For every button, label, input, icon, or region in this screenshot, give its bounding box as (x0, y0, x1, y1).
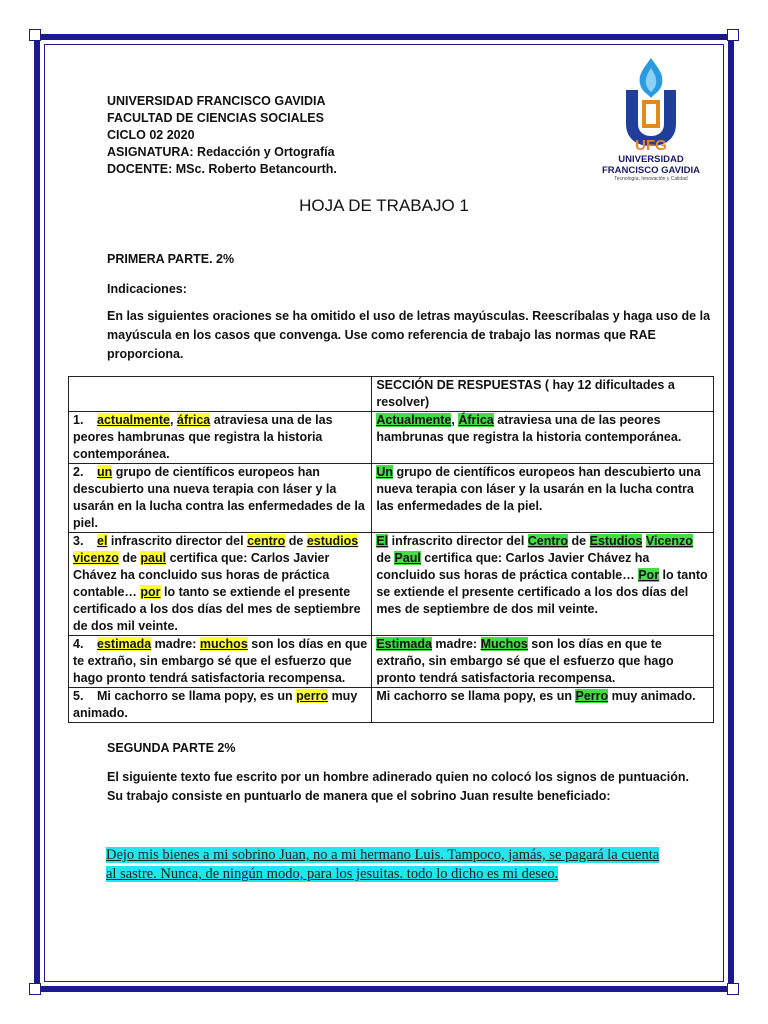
header-cycle: CICLO 02 2020 (107, 128, 195, 142)
question-cell (69, 636, 372, 688)
table-row (69, 464, 714, 533)
answer-text: lo tanto se extiende el presente certificado a los dos días del mes de septiembre de dos mil veinte. (376, 568, 708, 616)
answer-cell (372, 688, 714, 723)
corrected-word: África (458, 413, 494, 427)
highlight-word: un (97, 465, 113, 479)
border-corner-bottom-left (29, 983, 41, 995)
highlight-word: áfrica (176, 413, 211, 427)
question-text: , (169, 413, 177, 427)
row-number: 4. (73, 637, 84, 651)
document-title: HOJA DE TRABAJO 1 (299, 196, 469, 215)
highlight-word: centro (247, 534, 286, 548)
question-text: muy animado. (73, 689, 358, 720)
header-faculty: FACULTAD DE CIENCIAS SOCIALES (107, 111, 324, 125)
part1-instructions-line2: mayúscula en los casos que convenga. Use como referencia de trabajo las normas que RAE (107, 328, 656, 342)
question-text: atraviesa una de las peores hambrunas que registra la historia contemporánea. (73, 413, 333, 461)
answer-text: , (451, 413, 459, 427)
answer-cell (372, 636, 714, 688)
table-header-empty (69, 377, 372, 412)
corrected-word: Perro (575, 689, 609, 703)
logo-abbr: UFG (635, 137, 667, 154)
highlight-word: estudios (306, 534, 359, 548)
table-row (69, 412, 714, 464)
border-corner-top-right (727, 29, 739, 41)
corrected-word: Por (638, 568, 660, 582)
answer-cell (372, 464, 714, 533)
highlight-word: estimada (97, 637, 152, 651)
answer-text: de (568, 534, 590, 548)
answers-header: SECCIÓN DE RESPUESTAS ( hay 12 dificultades a resolver) (372, 377, 714, 412)
answer-text: certifica que: Carlos Javier Chávez ha concluido sus horas de práctica contable… (376, 551, 650, 582)
table-header-row (69, 377, 714, 412)
answer-text: son los días en que te extraño, sin embargo sé que el esfuerzo que hago pronto tendrá satisfactoria recompensa. (376, 637, 674, 685)
question-text: de (285, 534, 307, 548)
highlight-word: paul (140, 551, 167, 565)
highlight-word: el (97, 534, 108, 548)
table-row (69, 688, 714, 723)
part2-instructions-line1: El siguiente texto fue escrito por un hombre adinerado quien no colocó los signos de puntuación. (107, 770, 690, 784)
corrected-word: Estudios (589, 534, 643, 548)
part2-instructions-line2: Su trabajo consiste en puntuarlo de manera que el sobrino Juan resulte beneficiado: (107, 789, 611, 803)
row-number: 5. (73, 689, 84, 703)
question-text: lo tanto se extiende el presente certificado a los dos días del mes de septiembre de dos mil veinte. (73, 585, 361, 633)
question-text: infrascrito director del (107, 534, 248, 548)
answer-text: grupo de científicos europeos han descubierto una nueva terapia con láser y la usarán en la lucha contra las enfermedades de la piel. (376, 465, 701, 513)
corrected-word: Centro (527, 534, 569, 548)
highlight-word: actualmente (97, 413, 170, 427)
header-teacher: DOCENTE: MSc. Roberto Betancourth. (107, 162, 337, 176)
highlight-word: por (140, 585, 161, 599)
part2-heading: SEGUNDA PARTE 2% (107, 741, 236, 755)
row-number: 3. (73, 534, 84, 548)
part1-instructions-line3: proporciona. (107, 347, 184, 361)
table-row (69, 533, 714, 636)
logo-caption (590, 138, 712, 182)
punctuated-answer-text: Dejo mis bienes a mi sobrino Juan, no a mi hermano Luis. Tampoco, jamás, se pagará la cuenta al sastre. Nunca, de ningún modo, para los jesuitas. todo lo dicho es mi deseo. (106, 847, 660, 882)
part1-instructions-line1: En las siguientes oraciones se ha omitido el uso de letras mayúsculas. Reescríbalas y haga uso de la (107, 309, 711, 323)
answer-text: atraviesa una de las peores hambrunas que registra la historia contemporánea. (376, 413, 682, 444)
corrected-word: Vicenzo (645, 534, 693, 548)
border-corner-bottom-right (727, 983, 739, 995)
question-cell (69, 533, 372, 636)
answer-text: infrascrito director del (388, 534, 528, 548)
corrected-word: Estimada (376, 637, 432, 651)
answer-cell (372, 412, 714, 464)
highlight-word: vicenzo (73, 551, 119, 565)
question-text: de (118, 551, 141, 565)
question-text: madre: (151, 637, 200, 651)
question-text: grupo de científicos europeos han descubierto una nueva terapia con láser y la usarán en la lucha contra las enfermedades de la piel. (73, 465, 365, 530)
corrected-word: Un (376, 465, 394, 479)
corrected-word: Paul (394, 551, 421, 565)
logo-name-line1: UNIVERSIDAD (618, 154, 684, 165)
answer-text: de (376, 551, 395, 565)
question-text: certifica que: Carlos Javier Chávez ha concluido sus horas de práctica contable… (73, 551, 330, 599)
exercise-table (68, 376, 714, 723)
corrected-word: Muchos (480, 637, 528, 651)
part2-answer (106, 846, 666, 884)
question-cell (69, 464, 372, 533)
logo-name-line2: FRANCISCO GAVIDIA (602, 165, 700, 176)
question-text: son los días en que te extraño, sin embargo sé que el esfuerzo que hago pronto tendrá satisfactoria recompensa. (73, 637, 368, 685)
answer-text: muy animado. (608, 689, 696, 703)
highlight-word: muchos (199, 637, 248, 651)
question-cell (69, 412, 372, 464)
row-number: 1. (73, 413, 84, 427)
question-text: Mi cachorro se llama popy, es un (97, 689, 297, 703)
corrected-word: El (376, 534, 389, 548)
answer-text: Mi cachorro se llama popy, es un (376, 689, 576, 703)
part1-heading: PRIMERA PARTE. 2% (107, 252, 235, 266)
corrected-word: Actualmente (376, 413, 452, 427)
header-university: UNIVERSIDAD FRANCISCO GAVIDIA (107, 94, 326, 108)
table-row (69, 636, 714, 688)
border-corner-top-left (29, 29, 41, 41)
logo-tagline: Tecnología, Innovación y Calidad (614, 176, 688, 182)
answer-cell (372, 533, 714, 636)
row-number: 2. (73, 465, 84, 479)
header-subject: ASIGNATURA: Redacción y Ortografía (107, 145, 335, 159)
document-header (107, 93, 337, 178)
answer-text: madre: (431, 637, 481, 651)
question-cell (69, 688, 372, 723)
highlight-word: perro (296, 689, 329, 703)
part1-indications-label: Indicaciones: (107, 282, 187, 296)
